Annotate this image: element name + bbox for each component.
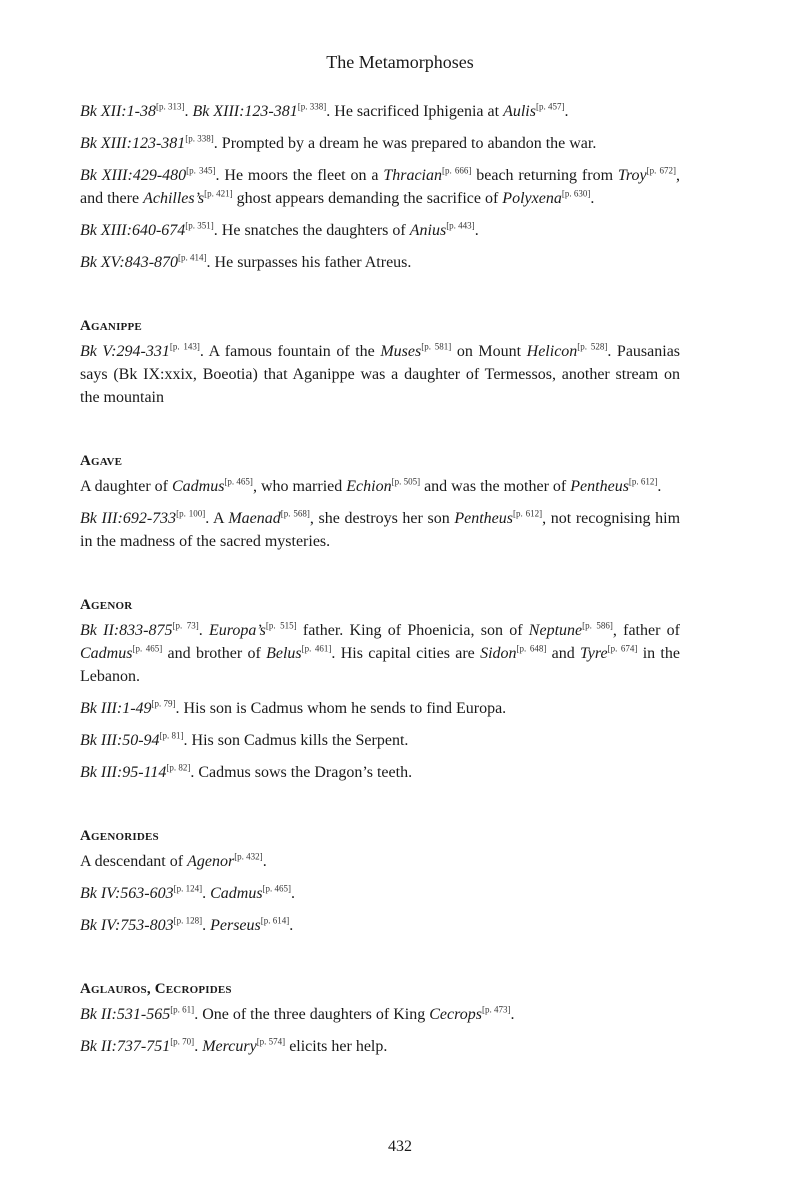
page-reference-link[interactable]: [p. 528] [577, 341, 608, 352]
entry-heading: Aganippe [80, 318, 142, 334]
page-reference-link[interactable]: [p. 81] [159, 730, 184, 741]
page-title: The Metamorphoses [326, 52, 474, 72]
page-reference-link[interactable]: [p. 128] [173, 915, 203, 926]
page-reference-link[interactable]: [p. 143] [169, 341, 200, 352]
citation-italic: Neptune [528, 622, 583, 639]
page-reference-link[interactable]: [p. 414] [178, 252, 207, 263]
entry [80, 100, 680, 274]
body-text: beach returning from [471, 167, 618, 184]
citation-italic: Bk XIII:429-480 [80, 167, 187, 184]
page-reference-link[interactable]: [p. 345] [186, 165, 216, 176]
page-reference-link[interactable]: [p. 124] [173, 883, 203, 894]
entry-paragraph [80, 882, 680, 905]
citation-italic: Agenor [187, 853, 235, 870]
body-text: . [194, 1038, 203, 1055]
body-text: in the Lebanon. [80, 645, 680, 685]
citation-italic: Bk V:294-331 [80, 343, 170, 360]
section-gap [80, 283, 680, 315]
citation-italic: Bk XII:1-38 [80, 103, 156, 120]
entry [80, 450, 680, 553]
citation-italic: Bk III:50-94 [80, 732, 160, 749]
citation-italic: Muses [380, 343, 422, 360]
body-text: , who married [252, 478, 347, 495]
page-reference-link[interactable]: [p. 100] [176, 508, 206, 519]
page-reference-link[interactable]: [p. 648] [516, 643, 547, 654]
body-text: . [184, 103, 193, 120]
citation-italic: Cadmus [171, 478, 225, 495]
body-text: . [262, 853, 267, 870]
body-text: . [289, 917, 294, 934]
section-gap [80, 946, 680, 978]
entry-paragraph [80, 219, 680, 242]
citation-italic: Bk II:833-875 [80, 622, 173, 639]
entry-paragraph [80, 1035, 680, 1058]
body-text: . A [205, 510, 229, 527]
citation-italic: Mercury [202, 1038, 257, 1055]
page-reference-link[interactable]: [p. 432] [234, 851, 263, 862]
citation-italic: Sidon [480, 645, 517, 662]
entry-paragraph [80, 475, 680, 498]
section-gap [80, 793, 680, 825]
citation-italic: Bk III:95-114 [80, 764, 167, 781]
entry-heading: Agenorides [80, 828, 159, 844]
citation-italic: Bk IV:563-603 [80, 885, 174, 902]
citation-italic: Cadmus [80, 645, 133, 662]
page-reference-link[interactable]: [p. 338] [185, 133, 214, 144]
page-reference-link[interactable]: [p. 581] [421, 341, 452, 352]
body-text: . A famous fountain of the [199, 343, 381, 360]
body-text: elicits her help. [285, 1038, 388, 1055]
body-text: . He snatches the daughters of [213, 222, 410, 239]
body-text: and was the mother of [420, 478, 571, 495]
page-reference-link[interactable]: [p. 465] [132, 643, 163, 654]
body-text: . [564, 103, 569, 120]
body-text: . Pausanias says (Bk IX:xxix, Boeotia) that Aganippe was a daughter of Termessos, another stream on the mountain [80, 343, 681, 406]
page-reference-link[interactable]: [p. 313] [155, 101, 185, 112]
citation-italic: Aulis [503, 103, 536, 120]
body-text: . He sacrificed Iphigenia at [326, 103, 504, 120]
citation-italic: Tyre [580, 645, 608, 662]
body-text: . He moors the fleet on a [215, 167, 384, 184]
page-reference-link[interactable]: [p. 70] [170, 1036, 195, 1047]
citation-italic: Bk IV:753-803 [80, 917, 174, 934]
entry-heading: Agave [80, 453, 123, 469]
body-text: , and there [80, 167, 681, 207]
page-reference-link[interactable]: [p. 61] [170, 1004, 195, 1015]
entry-paragraph [80, 507, 680, 553]
page-reference-link[interactable]: [p. 612] [513, 508, 543, 519]
page-reference-link[interactable]: [p. 574] [256, 1036, 286, 1047]
entry-paragraph [80, 164, 680, 210]
entry-paragraph [80, 761, 680, 784]
page-reference-link[interactable]: [p. 73] [172, 620, 199, 631]
body-text: . [474, 222, 479, 239]
body-text: . His son Cadmus kills the Serpent. [183, 732, 409, 749]
citation-italic: Bk II:531-565 [80, 1006, 171, 1023]
entry-paragraph [80, 340, 680, 409]
entry [80, 825, 680, 937]
page-reference-link[interactable]: [p. 672] [646, 165, 677, 176]
body-text: . Prompted by a dream he was prepared to abandon the war. [213, 135, 597, 152]
entry-paragraph [80, 132, 680, 155]
page-reference-link[interactable]: [p. 568] [280, 508, 310, 519]
citation-italic: Echion [346, 478, 392, 495]
body-text: . [590, 190, 595, 207]
citation-italic: Bk XIII:123-381 [80, 135, 186, 152]
body-text: A daughter of [80, 478, 172, 495]
body-text: and brother of [162, 645, 267, 662]
page-reference-link[interactable]: [p. 465] [224, 476, 253, 487]
citation-italic: Bk III:1-49 [80, 700, 152, 717]
citation-italic: Bk XIII:123-381 [192, 103, 298, 120]
entry [80, 315, 680, 409]
section-gap [80, 418, 680, 450]
citation-italic: Thracian [383, 167, 442, 184]
page-reference-link[interactable]: [p. 443] [446, 220, 475, 231]
citation-italic: Belus [266, 645, 302, 662]
body-text: . [202, 885, 211, 902]
page-reference-link[interactable]: [p. 79] [151, 698, 176, 709]
page-reference-link[interactable]: [p. 457] [535, 101, 565, 112]
body-text: father. King of Phoenicia, son of [296, 622, 529, 639]
entry-paragraph [80, 914, 680, 937]
citation-italic: Troy [617, 167, 647, 184]
citation-italic: Europa’s [208, 622, 266, 639]
page-reference-link[interactable]: [p. 515] [265, 620, 297, 631]
body-text: ghost appears demanding the sacrifice of [232, 190, 503, 207]
page-reference-link[interactable]: [p. 614] [260, 915, 290, 926]
entry-paragraph [80, 251, 680, 274]
citation-italic: Polyxena [502, 190, 562, 207]
body-text: . His capital cities are [331, 645, 481, 662]
page-reference-link[interactable]: [p. 505] [391, 476, 421, 487]
entry [80, 978, 680, 1058]
body-text: , she destroys her son [309, 510, 455, 527]
body-text: . [291, 885, 296, 902]
citation-italic: Cecrops [429, 1006, 482, 1023]
citation-italic: Anius [409, 222, 447, 239]
body-text: . Cadmus sows the Dragon’s teeth. [190, 764, 413, 781]
page-reference-link[interactable]: [p. 473] [481, 1004, 511, 1015]
section-gap [80, 562, 680, 594]
page-reference-link[interactable]: [p. 338] [297, 101, 327, 112]
page-reference-link[interactable]: [p. 421] [204, 188, 233, 199]
page-reference-link[interactable]: [p. 461] [301, 643, 332, 654]
body-text: on Mount [451, 343, 527, 360]
entry-paragraph [80, 619, 680, 688]
entry-paragraph [80, 729, 680, 752]
page-reference-link[interactable]: [p. 586] [582, 620, 613, 631]
body-text: . [510, 1006, 515, 1023]
entry-paragraph [80, 100, 680, 123]
citation-italic: Bk II:737-751 [80, 1038, 171, 1055]
body-text: , father of [612, 622, 681, 639]
citation-italic: Cadmus [210, 885, 263, 902]
citation-italic: Bk XIII:640-674 [80, 222, 186, 239]
citation-italic: Bk XV:843-870 [80, 254, 179, 271]
citation-italic: Bk III:692-733 [80, 510, 177, 527]
page-reference-link[interactable]: [p. 674] [607, 643, 638, 654]
citation-italic: Perseus [210, 917, 261, 934]
body-text: . [202, 917, 211, 934]
citation-italic: Pentheus [570, 478, 629, 495]
body-text: A descendant of [80, 853, 188, 870]
citation-italic: Helicon [526, 343, 578, 360]
body-text: . One of the three daughters of King [194, 1006, 430, 1023]
body-text: and [546, 645, 581, 662]
body-text: . He surpasses his father Atreus. [206, 254, 412, 271]
entry-paragraph [80, 1003, 680, 1026]
document-body [80, 100, 680, 1067]
page-reference-link[interactable]: [p. 630] [561, 188, 591, 199]
page-reference-link[interactable]: [p. 612] [628, 476, 658, 487]
entry-paragraph [80, 697, 680, 720]
body-text: . [657, 478, 662, 495]
entry-heading: Agenor [80, 597, 133, 613]
page-reference-link[interactable]: [p. 82] [166, 762, 191, 773]
body-text: , not recognising him in the madness of the sacred mysteries. [80, 510, 681, 550]
page-number: 432 [388, 1138, 412, 1155]
entry-heading: Aglauros, Cecropides [80, 981, 232, 997]
body-text: . [198, 622, 209, 639]
citation-italic: Achilles’s [143, 190, 205, 207]
page-reference-link[interactable]: [p. 351] [185, 220, 214, 231]
citation-italic: Pentheus [454, 510, 514, 527]
citation-italic: Maenad [228, 510, 281, 527]
page-reference-link[interactable]: [p. 465] [262, 883, 292, 894]
body-text: . His son is Cadmus whom he sends to find Europa. [175, 700, 507, 717]
entry [80, 594, 680, 784]
entry-paragraph [80, 850, 680, 873]
page-reference-link[interactable]: [p. 666] [442, 165, 472, 176]
